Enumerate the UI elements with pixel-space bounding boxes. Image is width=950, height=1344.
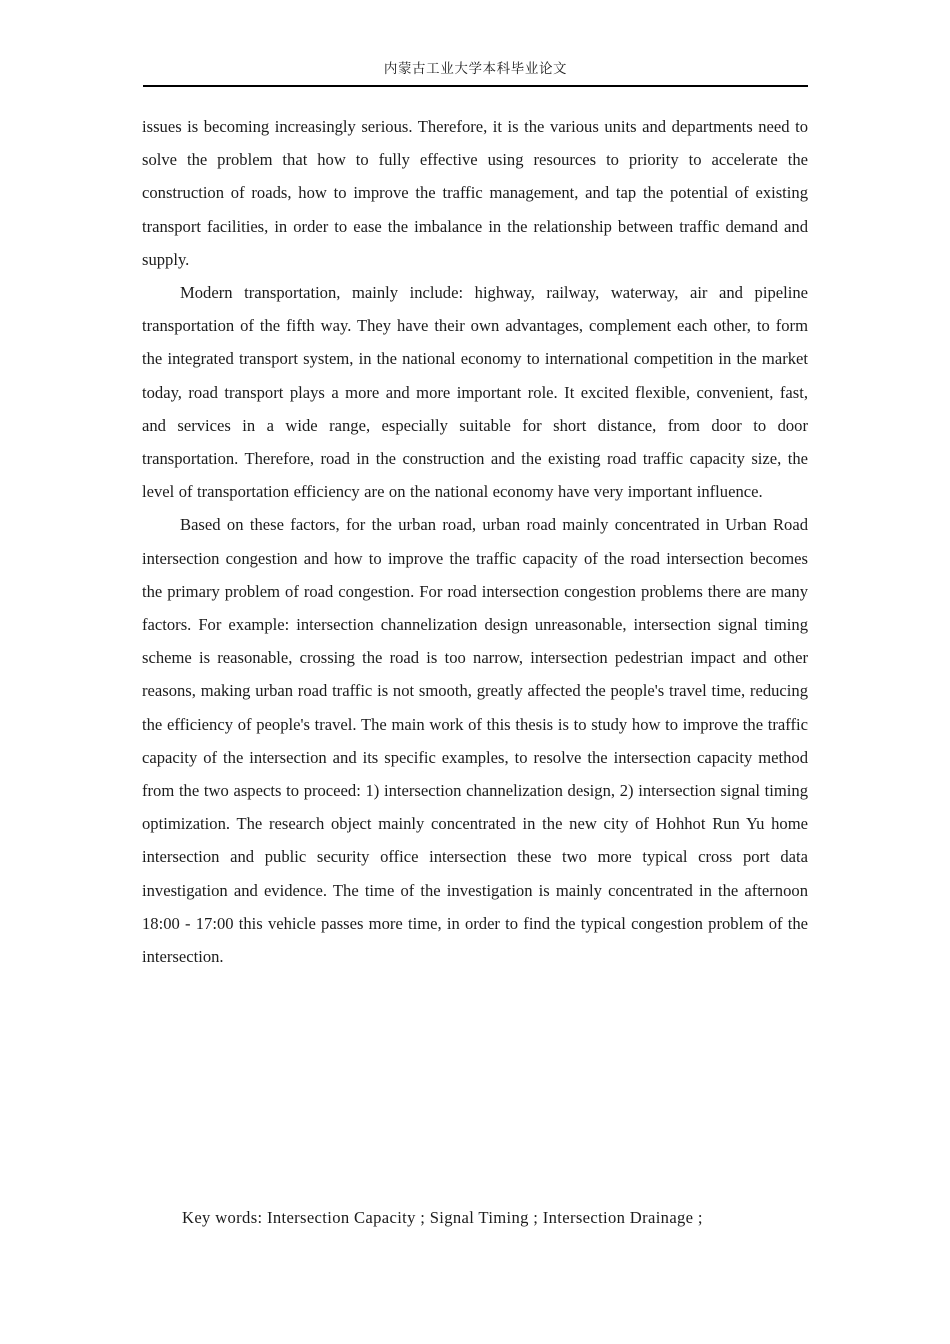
body-text-block bbox=[142, 110, 808, 973]
paragraph-1: issues is becoming increasingly serious. Therefore, it is the various units and departments need to solve the problem that how to fully effective using resources to priority to accelerate the construction of roads, how to improve the traffic management, and tap the potential of existing transport facilities, in order to ease the imbalance in the relationship between traffic demand and supply. bbox=[142, 117, 808, 269]
header-divider-rule bbox=[143, 85, 808, 87]
keywords-line: Key words: Intersection Capacity ; Signal Timing ; Intersection Drainage ; bbox=[182, 1208, 703, 1227]
paragraph-3: Based on these factors, for the urban road, urban road mainly concentrated in Urban Road intersection congestion and how to improve the traffic capacity of the road intersection becomes the primary problem of road congestion. For road intersection congestion problems there are many factors. For example: intersection channelization design unreasonable, intersection signal timing scheme is reasonable, crossing the road is too narrow, intersection pedestrian impact and other reasons, making urban road traffic is not smooth, greatly affected the people's travel time, reducing the efficiency of people's travel. The main work of this thesis is to study how to improve the traffic capacity of the intersection and its specific examples, to resolve the intersection capacity method from the two aspects to proceed: 1) intersection channelization design, 2) intersection signal timing optimization. The research object mainly concentrated in the new city of Hohhot Run Yu home intersection and public security office intersection these two more typical cross port data investigation and evidence. The time of the investigation is mainly concentrated in the afternoon 18:00 - 17:00 this vehicle passes more time, in order to find the typical congestion problem of the intersection. bbox=[142, 515, 808, 967]
keywords-block bbox=[142, 1201, 832, 1234]
paragraph-2: Modern transportation, mainly include: highway, railway, waterway, air and pipeline transportation of the fifth way. They have their own advantages, complement each other, to form the integrated transport system, in the national economy to international competition in the market today, road transport plays a more and more important role. It excited flexible, convenient, fast, and services in a wide range, especially suitable for short distance, from door to door transportation. Therefore, road in the construction and the existing road traffic capacity size, the level of transportation efficiency are on the national economy have very important influence. bbox=[142, 283, 808, 502]
header-title: 内蒙古工业大学本科毕业论文 bbox=[383, 61, 568, 77]
running-header bbox=[143, 60, 808, 78]
